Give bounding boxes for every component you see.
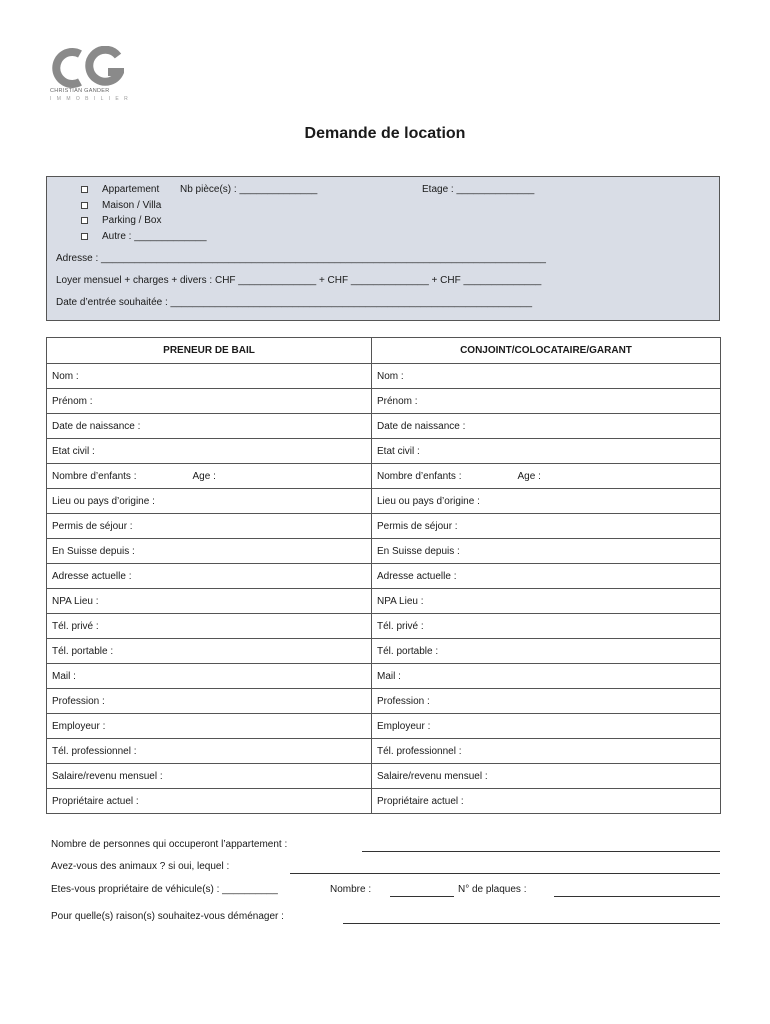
field-label: Tél. privé :: [377, 620, 424, 632]
option-maison[interactable]: Maison / Villa: [81, 200, 161, 211]
conjoint-field[interactable]: [372, 714, 721, 739]
conjoint-field[interactable]: [372, 639, 721, 664]
age-label: Age :: [192, 470, 216, 482]
field-label: Tél. professionnel :: [52, 745, 137, 757]
preneur-field[interactable]: [47, 789, 372, 814]
question-personnes: Nombre de personnes qui occuperont l’appartement :: [51, 839, 288, 850]
company-logo: [50, 46, 130, 122]
preneur-field[interactable]: [47, 439, 372, 464]
answer-line-animaux[interactable]: [290, 873, 720, 874]
age-label: Age :: [517, 470, 541, 482]
question-nombre: Nombre :: [330, 884, 372, 895]
table-row: [47, 789, 721, 814]
field-label: Tél. professionnel :: [377, 745, 462, 757]
preneur-field[interactable]: [47, 689, 372, 714]
table-row: [47, 389, 721, 414]
conjoint-field[interactable]: [372, 689, 721, 714]
preneur-field[interactable]: [47, 364, 372, 389]
preneur-field[interactable]: [47, 539, 372, 564]
field-label: Propriétaire actuel :: [52, 795, 139, 807]
answer-line-raison[interactable]: [343, 923, 720, 924]
conjoint-field[interactable]: [372, 664, 721, 689]
field-label: Adresse actuelle :: [377, 570, 457, 582]
property-details-box: [46, 176, 720, 321]
answer-line-plaques[interactable]: [554, 896, 720, 897]
conjoint-field[interactable]: [372, 589, 721, 614]
conjoint-field[interactable]: [372, 539, 721, 564]
preneur-field[interactable]: [47, 414, 372, 439]
field-label: Nom :: [377, 370, 404, 382]
preneur-field[interactable]: [47, 514, 372, 539]
field-label: Employeur :: [52, 720, 106, 732]
field-label: Permis de séjour :: [377, 520, 458, 532]
field-label: Date de naissance :: [377, 420, 466, 432]
conjoint-field[interactable]: [372, 364, 721, 389]
question-vehicule[interactable]: Etes-vous propriétaire de véhicule(s) : __________: [51, 884, 278, 895]
field-label: Permis de séjour :: [52, 520, 133, 532]
table-row: [47, 464, 721, 489]
field-label: Nombre d’enfants :: [377, 470, 462, 482]
field-label: Salaire/revenu mensuel :: [377, 770, 488, 782]
conjoint-field[interactable]: [372, 489, 721, 514]
field-label: Profession :: [377, 695, 430, 707]
checkbox-icon[interactable]: [81, 202, 88, 209]
table-row: [47, 539, 721, 564]
field-label: Adresse actuelle :: [52, 570, 132, 582]
field-label: Profession :: [52, 695, 105, 707]
preneur-field[interactable]: [47, 614, 372, 639]
checkbox-icon[interactable]: [81, 186, 88, 193]
conjoint-field[interactable]: [372, 614, 721, 639]
table-row: [47, 689, 721, 714]
preneur-field[interactable]: [47, 664, 372, 689]
preneur-field[interactable]: [47, 589, 372, 614]
pieces-field[interactable]: Nb pièce(s) : ______________: [180, 184, 318, 195]
field-label: Employeur :: [377, 720, 431, 732]
answer-line-personnes[interactable]: [362, 851, 720, 852]
question-animaux: Avez-vous des animaux ? si oui, lequel :: [51, 861, 230, 872]
conjoint-field[interactable]: [372, 514, 721, 539]
field-label: Etat civil :: [377, 445, 420, 457]
table-row: [47, 639, 721, 664]
question-raison: Pour quelle(s) raison(s) souhaitez-vous déménager :: [51, 911, 284, 922]
field-label: Tél. portable :: [52, 645, 114, 657]
table-row: [47, 514, 721, 539]
logo-subtitle: I M M O B I L I E R: [50, 96, 130, 102]
table-row: [47, 414, 721, 439]
etage-field[interactable]: Etage : ______________: [422, 184, 535, 195]
field-label: Lieu ou pays d’origine :: [52, 495, 155, 507]
preneur-field[interactable]: [47, 464, 372, 489]
field-label: Mail :: [377, 670, 401, 682]
table-row: [47, 364, 721, 389]
field-label: Tél. portable :: [377, 645, 439, 657]
preneur-field[interactable]: [47, 714, 372, 739]
preneur-field[interactable]: [47, 639, 372, 664]
table-row: [47, 589, 721, 614]
logo-caption: CHRISTIAN GANDER: [50, 88, 110, 94]
field-label: Nombre d’enfants :: [52, 470, 137, 482]
page-title: Demande de location: [304, 125, 466, 142]
preneur-field[interactable]: [47, 764, 372, 789]
field-label: Tél. privé :: [52, 620, 99, 632]
option-autre[interactable]: Autre : _____________: [81, 231, 207, 242]
field-label: Mail :: [52, 670, 76, 682]
adresse-field[interactable]: Adresse : ________________________________________________________________________________: [56, 253, 546, 264]
preneur-field[interactable]: [47, 489, 372, 514]
option-appartement[interactable]: Appartement: [81, 184, 159, 195]
loyer-field[interactable]: Loyer mensuel + charges + divers : CHF ______________ + CHF ______________ + CHF ______________: [56, 275, 542, 286]
table-row: [47, 489, 721, 514]
conjoint-field[interactable]: [372, 389, 721, 414]
answer-line-nombre[interactable]: [390, 896, 454, 897]
conjoint-field[interactable]: [372, 439, 721, 464]
field-label: NPA Lieu :: [52, 595, 99, 607]
conjoint-field[interactable]: [372, 764, 721, 789]
field-label: NPA Lieu :: [377, 595, 424, 607]
table-row: [47, 439, 721, 464]
date-entree-field[interactable]: Date d’entrée souhaitée : _________________________________________________________________: [56, 297, 533, 308]
field-label: Prénom :: [377, 395, 418, 407]
table-row: [47, 714, 721, 739]
header-preneur: PRENEUR DE BAIL: [47, 338, 372, 364]
header-conjoint: CONJOINT/COLOCATAIRE/GARANT: [372, 338, 721, 364]
field-label: En Suisse depuis :: [377, 545, 460, 557]
field-label: Prénom :: [52, 395, 93, 407]
cg-logo-icon: [50, 46, 124, 90]
applicant-table: [46, 337, 721, 814]
question-plaques: N° de plaques :: [458, 884, 527, 895]
field-label: Etat civil :: [52, 445, 95, 457]
option-parking[interactable]: Parking / Box: [81, 215, 161, 226]
table-row: [47, 564, 721, 589]
field-label: En Suisse depuis :: [52, 545, 135, 557]
conjoint-field[interactable]: [372, 464, 721, 489]
conjoint-field[interactable]: [372, 789, 721, 814]
table-header-row: [47, 338, 721, 364]
table-row: [47, 764, 721, 789]
checkbox-icon[interactable]: [81, 233, 88, 240]
preneur-field[interactable]: [47, 564, 372, 589]
field-label: Date de naissance :: [52, 420, 141, 432]
preneur-field[interactable]: [47, 739, 372, 764]
checkbox-icon[interactable]: [81, 217, 88, 224]
field-label: Lieu ou pays d’origine :: [377, 495, 480, 507]
field-label: Propriétaire actuel :: [377, 795, 464, 807]
table-row: [47, 664, 721, 689]
field-label: Salaire/revenu mensuel :: [52, 770, 163, 782]
preneur-field[interactable]: [47, 389, 372, 414]
table-row: [47, 739, 721, 764]
conjoint-field[interactable]: [372, 739, 721, 764]
conjoint-field[interactable]: [372, 414, 721, 439]
field-label: Nom :: [52, 370, 79, 382]
table-row: [47, 614, 721, 639]
conjoint-field[interactable]: [372, 564, 721, 589]
